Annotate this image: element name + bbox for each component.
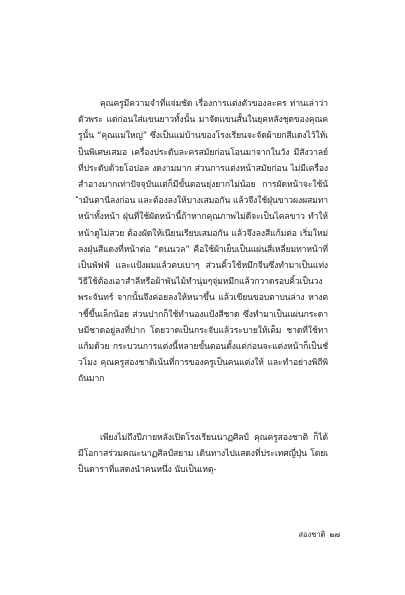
paragraph-2: เพียงไม่ถึงปีภายหลังเปิดโรงเรียนนาฏศิลป์ คุณครูสองชาติ ก็ได้มีโอกาสร่วมคณะนาฏศิลป์สยาม เดินทางไปแสดงที่ประเทศญี่ปุ่น โดยเป็นดาราที่แสดงนำคนหนึ่ง นับเป็นเหตุ- xyxy=(78,433,328,476)
footer-label: สองชาติ xyxy=(298,530,326,539)
page-number: ๒๗ xyxy=(329,530,340,539)
paragraph-1: คุณครูมีความจำที่แจ่มชัด เรื่องการแต่งตัวของละคร ท่านเล่าว่าตัวพระ แต่ก่อนใส่แขนยาวทั้งนั้น มาจัดแขนสั้นในยุคหลังชุดของคุณครูนั้น “คุณแม่ใหญ่” ซึ่งเป็นแม่บ้านของโรงเรียนจะจัดผ้ายกสีแดงไว้ให้เป็นพิเศษเสมอ เครื่องประดับละครสมัยก่อนโอนมาจากในวัง มีสังวาลย์ที่ประดับด้วยโอปอล งดงามมาก ส่วนการแต่งหน้าสมัยก่อน ไม่มีเครื่องสำอางมากเท่าปัจจุบันแต่ก็มีขั้นตอนยุ่งยากไม่น้อย การผัดหน้าจะใช้น้ำมันตานีลงก่อน และต้องลงให้บางเสมอกัน แล้วจึงใช้ฝุ่นขาวผงผสมทาหน้าทั้งหน้า ฝุ่นที่ใช้ผัดหน้านี้ถ้าหากคุณภาพไม่ดีจะเป็นไคลขาว ทำให้หน้าดูไม่สวย ต้องผัดให้เนียนเรียบเสมอกัน แล้วจึงลงสีแก้มต่อ เริ่มใหม่ ลงฝุ่นสีแดงที่หน้าต่อ “ดนนวล” คือใช้ผ้าเย็บเป็นแผ่นสี่เหลี่ยมทาหน้าที่เป็นพัฟฟ์ และแป้งผมแล้วตบเบาๆ ส่วนคิ้วใช้หมึกจีนซึ่งทำมาเป็นแท่ง วิธีใช้ต้องเอาสำลีหรือผ้าพันไม้ทำนุ่มๆจุ่มหมึกแล้วกวาดรอบคิ้วเป็นวงพระจันทร์ จากนั้นจึงค่อยลงให้หนาขึ้น แล้วเขียนขอบตาบนล่าง หางตาชี้ขึ้นเล็กน้อย ส่วนปากก็ใช้ทำนองแป้งสีชาด ซึ่งทำมาเป็นแผ่นกระดาษมีชาดอยู่ลงที่ปาก โดยวาดเป็นกระจับแล้วระบายให้เต็ม ชาดที่ใช้ทาแก้มด้วย กระบวนการแต่งนี้หลายขั้นตอนตั้งแต่ก่อนจะแต่งหน้าก็เป็นชั่วโมง คุณครูสองชาติเน้นที่การของครูเป็นคนแต่งให้ และทำอย่างพิถีพิถันมาก xyxy=(78,99,328,385)
body-text-bottom xyxy=(78,430,328,479)
body-text-top xyxy=(78,96,328,388)
page-footer xyxy=(280,529,340,541)
